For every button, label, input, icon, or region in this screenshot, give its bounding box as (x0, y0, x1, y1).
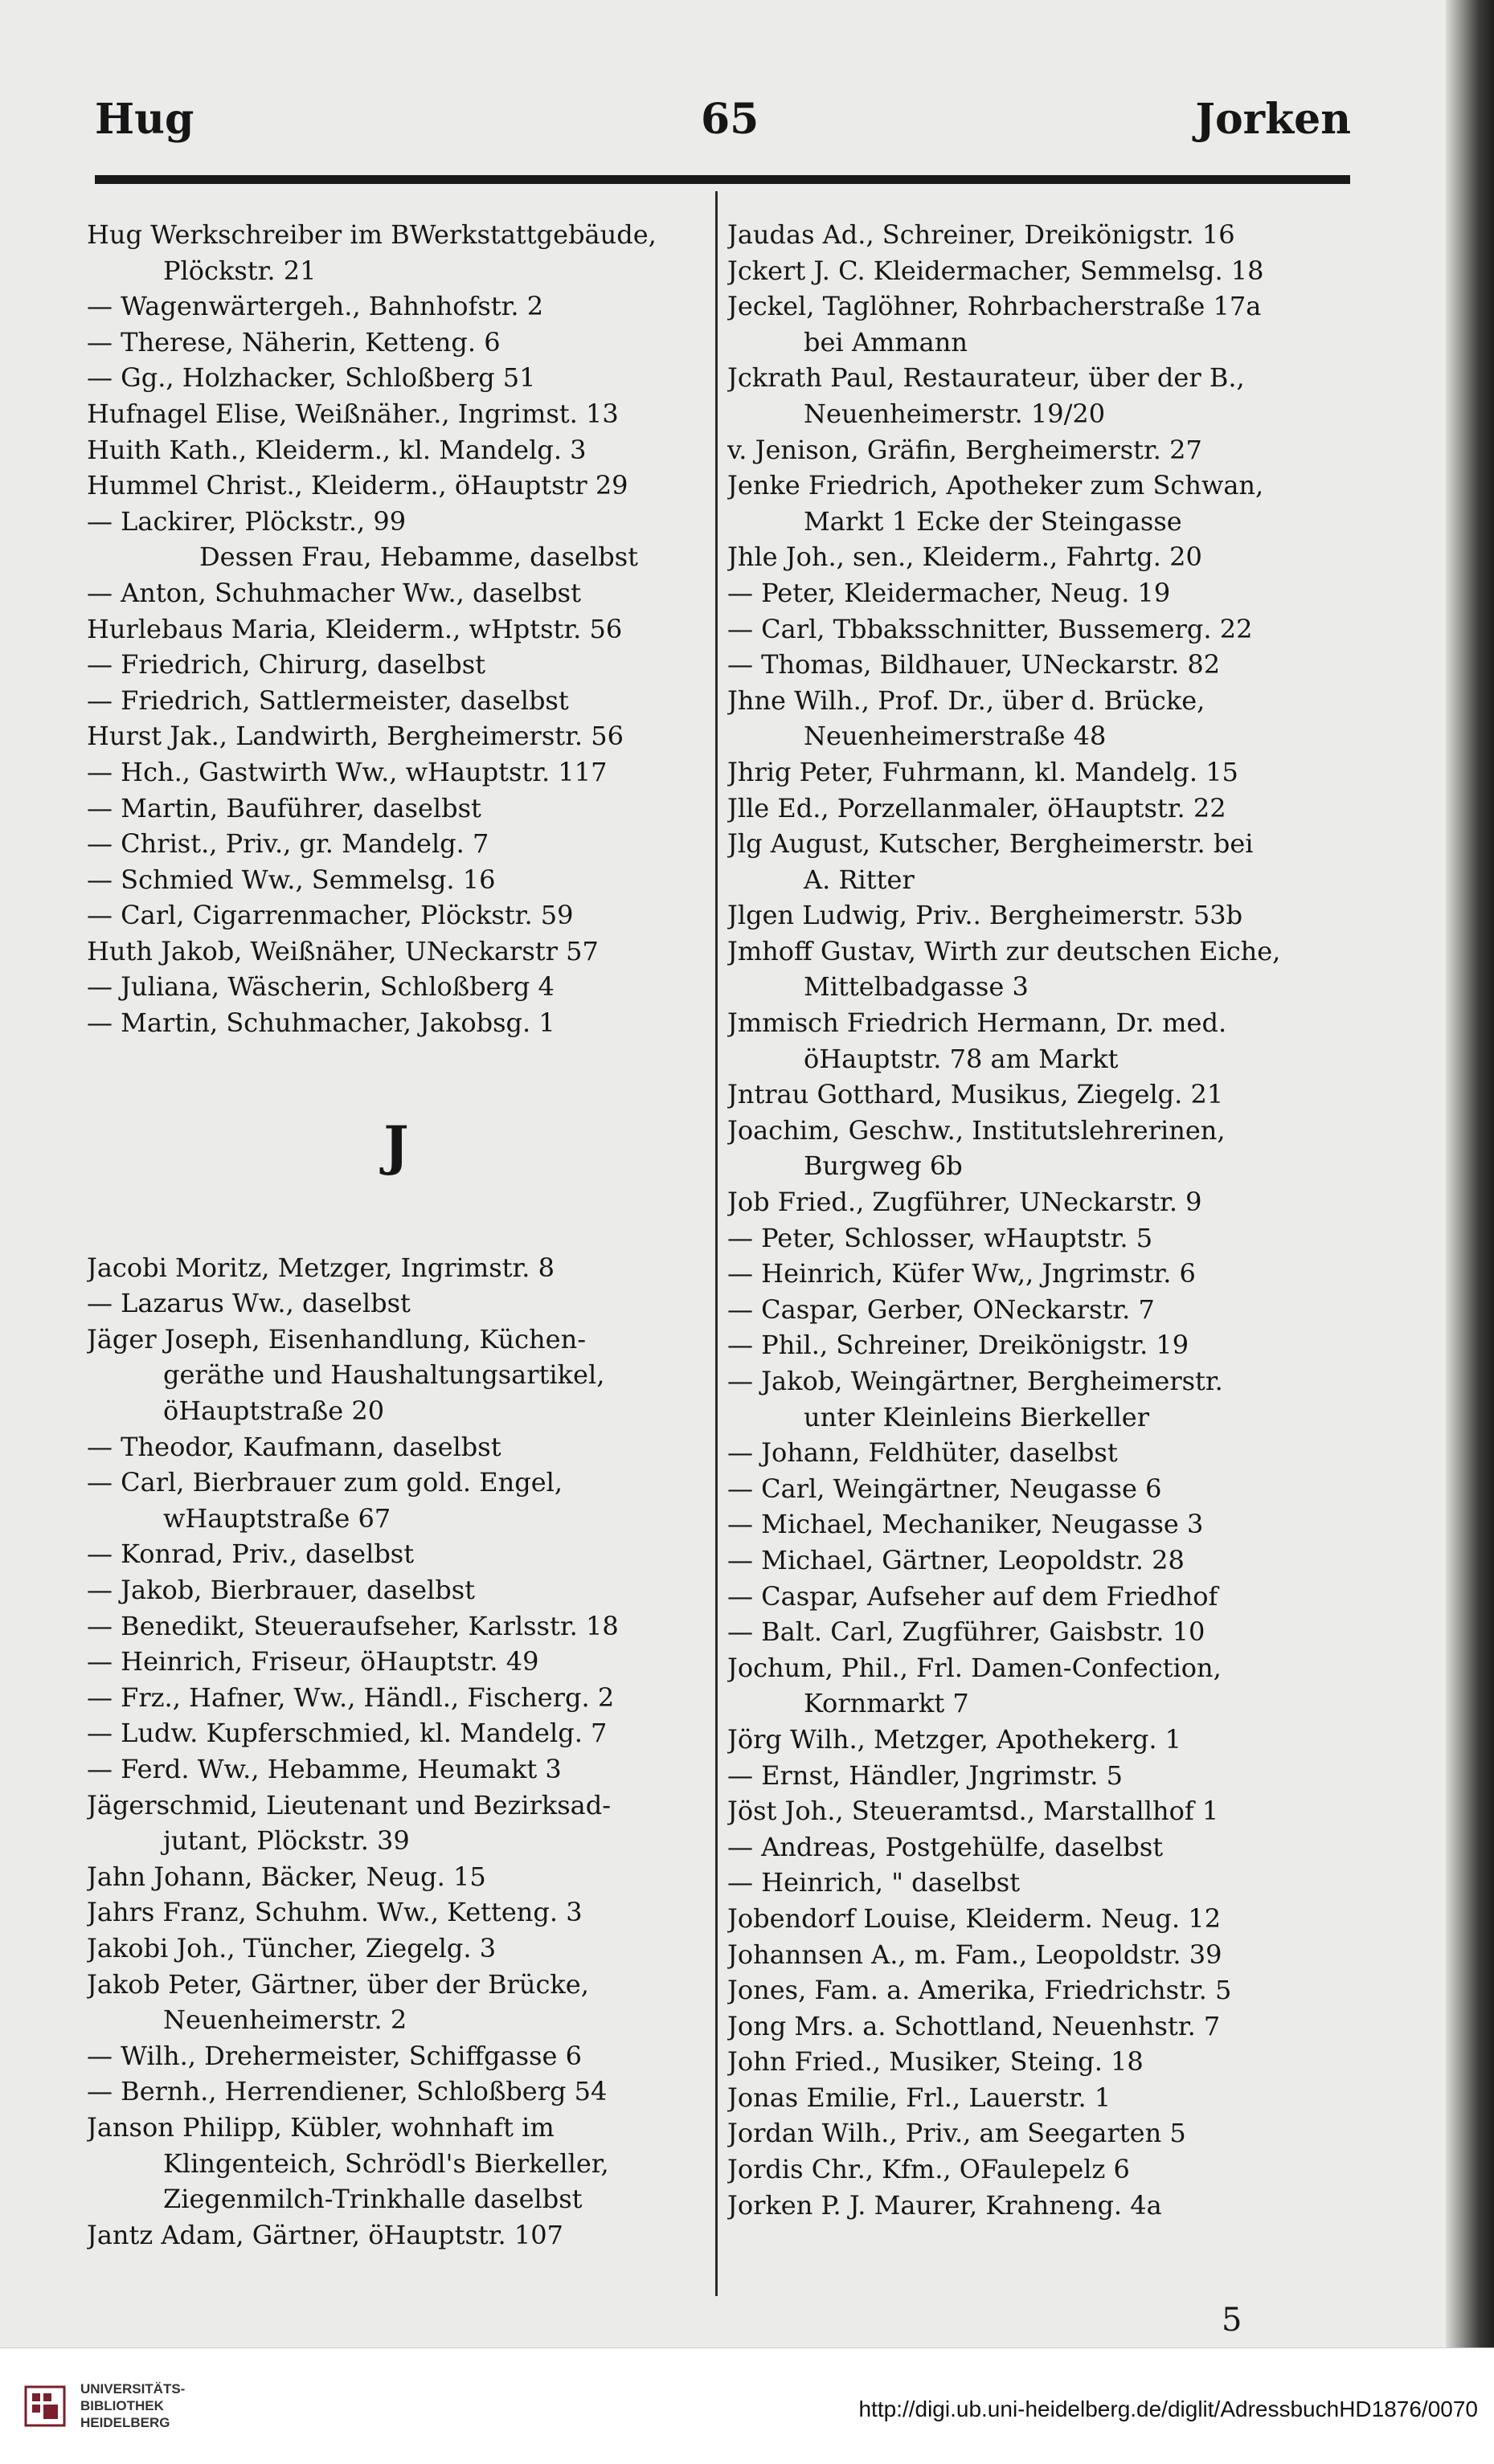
directory-entry: Jantz Adam, Gärtner, öHauptstr. 107 (87, 2219, 563, 2250)
library-logo-icon[interactable] (24, 2385, 66, 2427)
directory-entry: — Wilh., Drehermeister, Schiffgasse 6 (87, 2040, 582, 2071)
directory-entry: — Schmied Ww., Semmelsg. 16 (87, 864, 496, 895)
directory-entry: jutant, Plöckstr. 39 (163, 1825, 410, 1857)
header-last-entry: Jorken (1195, 95, 1351, 144)
directory-entry: Jakobi Joh., Tüncher, Ziegelg. 3 (87, 1932, 497, 1963)
directory-entry: Kornmarkt 7 (804, 1688, 969, 1719)
directory-entry: Jntrau Gotthard, Musikus, Ziegelg. 21 (727, 1079, 1224, 1110)
directory-entry: unter Kleinleins Bierkeller (804, 1401, 1150, 1432)
directory-entry: — Peter, Schlosser, wHauptstr. 5 (727, 1222, 1153, 1253)
directory-entry: — Juliana, Wäscherin, Schloßberg 4 (87, 971, 555, 1003)
directory-entry: wHauptstraße 67 (163, 1502, 391, 1534)
directory-entry: — Andreas, Postgehülfe, daselbst (727, 1831, 1164, 1862)
directory-entry: — Johann, Feldhüter, daselbst (727, 1437, 1118, 1469)
directory-entry: — Martin, Bauführer, daselbst (87, 792, 481, 823)
directory-entry: — Caspar, Aufseher auf dem Friedhof (727, 1580, 1218, 1612)
section-letter: J (383, 1113, 409, 1177)
directory-entry: Markt 1 Ecke der Steingasse (804, 505, 1182, 537)
footer-bar (0, 2348, 1494, 2464)
directory-entry: — Jakob, Weingärtner, Bergheimerstr. (727, 1366, 1223, 1396)
header-first-entry: Hug (95, 95, 194, 144)
directory-entry: Jahn Johann, Bäcker, Neug. 15 (87, 1861, 486, 1892)
directory-entry: Joachim, Geschw., Institutslehrerinen, (727, 1114, 1226, 1146)
directory-entry: — Friedrich, Sattlermeister, daselbst (87, 684, 569, 716)
directory-entry: — Frz., Hafner, Ww., Händl., Fischerg. 2 (87, 1681, 615, 1713)
directory-entry: Hug Werkschreiber im BWerkstattgebäude, (87, 219, 657, 250)
directory-entry: — Anton, Schuhmacher Ww., daselbst (87, 577, 581, 608)
directory-entry: Hufnagel Elise, Weißnäher., Ingrimst. 13 (87, 398, 619, 429)
directory-entry: — Jakob, Bierbrauer, daselbst (87, 1575, 475, 1605)
directory-entry: Jones, Fam. a. Amerika, Friedrichstr. 5 (727, 1975, 1232, 2006)
directory-entry: — Ernst, Händler, Jngrimstr. 5 (727, 1759, 1123, 1791)
directory-entry: Huth Jakob, Weißnäher, UNeckarstr 57 (87, 935, 599, 966)
directory-entry: — Ferd. Ww., Hebamme, Heumakt 3 (87, 1753, 562, 1784)
directory-entry: Neuenheimerstraße 48 (804, 721, 1107, 752)
directory-entry: Hummel Christ., Kleiderm., öHauptstr 29 (87, 470, 628, 501)
library-line: UNIVERSITÄTS- (80, 2381, 186, 2397)
directory-entry: Jobendorf Louise, Kleiderm. Neug. 12 (727, 1902, 1222, 1934)
directory-entry: — Thomas, Bildhauer, UNeckarstr. 82 (727, 649, 1221, 680)
directory-entry: Jlgen Ludwig, Priv.. Bergheimerstr. 53b (727, 900, 1243, 931)
directory-entry: Ziegenmilch-Trinkhalle daselbst (163, 2184, 583, 2215)
directory-entry: Jäger Joseph, Eisenhandlung, Küchen- (87, 1323, 587, 1355)
directory-entry: — Martin, Schuhmacher, Jakobsg. 1 (87, 1007, 555, 1039)
directory-entry: Jahrs Franz, Schuhm. Ww., Ketteng. 3 (87, 1897, 583, 1928)
header-rule (95, 175, 1350, 184)
page-number: 65 (701, 95, 759, 144)
directory-entry: — Gg., Holzhacker, Schloßberg 51 (87, 362, 536, 394)
directory-entry: Jmmisch Friedrich Hermann, Dr. med. (727, 1007, 1227, 1039)
directory-entry: — Bernh., Herrendiener, Schloßberg 54 (87, 2076, 608, 2107)
directory-entry: — Carl, Tbbaksschnitter, Bussemerg. 22 (727, 613, 1253, 644)
directory-entry: Jhle Joh., sen., Kleiderm., Fahrtg. 20 (727, 541, 1202, 573)
directory-entry: — Konrad, Priv., daselbst (87, 1538, 415, 1570)
directory-entry: Neuenheimerstr. 2 (163, 2004, 407, 2036)
directory-entry: — Heinrich, Friseur, öHauptstr. 49 (87, 1646, 539, 1677)
directory-entry: Jägerschmid, Lieutenant und Bezirksad- (87, 1789, 612, 1820)
right-column (727, 217, 1354, 2223)
directory-entry: A. Ritter (804, 864, 915, 895)
directory-entry: v. Jenison, Gräfin, Bergheimerstr. 27 (727, 434, 1202, 465)
directory-entry: — Lackirer, Plöckstr., 99 (87, 505, 407, 537)
directory-entry: Jenke Friedrich, Apotheker zum Schwan, (727, 470, 1264, 501)
directory-entry: — Lazarus Ww., daselbst (87, 1288, 411, 1319)
directory-entry: Mittelbadgasse 3 (804, 971, 1029, 1003)
directory-entry: Jörg Wilh., Metzger, Apothekerg. 1 (727, 1723, 1182, 1755)
directory-entry: Burgweg 6b (804, 1150, 963, 1182)
directory-entry: Jochum, Phil., Frl. Damen-Confection, (727, 1652, 1222, 1683)
directory-entry: Job Fried., Zugführer, UNeckarstr. 9 (727, 1187, 1202, 1218)
directory-entry: Jordan Wilh., Priv., am Seegarten 5 (727, 2118, 1186, 2149)
source-url[interactable]: http://digi.ub.uni-heidelberg.de/diglit/AdressbuchHD1876/0070 (858, 2397, 1478, 2421)
library-line: BIBLIOTHEK (80, 2398, 164, 2413)
directory-entry: Jckert J. C. Kleidermacher, Semmelsg. 18 (727, 255, 1264, 286)
directory-entry: — Michael, Gärtner, Leopoldstr. 28 (727, 1544, 1185, 1575)
directory-entry: Huith Kath., Kleiderm., kl. Mandelg. 3 (87, 434, 587, 465)
directory-entry: öHauptstraße 20 (163, 1395, 385, 1427)
directory-entry: Hurlebaus Maria, Kleiderm., wHptstr. 56 (87, 613, 623, 644)
directory-entry: — Carl, Bierbrauer zum gold. Engel, (87, 1467, 563, 1498)
directory-entry: Jacobi Moritz, Metzger, Ingrimstr. 8 (87, 1252, 555, 1283)
directory-entry: Jong Mrs. a. Schottland, Neuenhstr. 7 (727, 2010, 1221, 2041)
directory-entry: Jhrig Peter, Fuhrmann, kl. Mandelg. 15 (727, 756, 1238, 787)
directory-entry: — Benedikt, Steueraufseher, Karlsstr. 18 (87, 1610, 619, 1641)
directory-entry: — Ludw. Kupferschmied, kl. Mandelg. 7 (87, 1718, 608, 1749)
directory-entry: öHauptstr. 78 am Markt (804, 1043, 1119, 1074)
directory-entry: — Heinrich, " daselbst (727, 1867, 1021, 1898)
directory-entry: Jckrath Paul, Restaurateur, über der B., (727, 362, 1245, 394)
directory-entry: Janson Philipp, Kübler, wohnhaft im (87, 2111, 555, 2143)
directory-entry: — Wagenwärtergeh., Bahnhofstr. 2 (87, 291, 544, 322)
directory-entry: — Christ., Priv., gr. Mandelg. 7 (87, 828, 489, 860)
directory-entry: Klingenteich, Schrödl's Bierkeller, (163, 2147, 609, 2179)
directory-entry: bei Ammann (804, 326, 968, 358)
directory-entry: — Carl, Weingärtner, Neugasse 6 (727, 1473, 1162, 1504)
directory-entry: Hurst Jak., Landwirth, Bergheimerstr. 56 (87, 721, 624, 752)
directory-entry: — Balt. Carl, Zugführer, Gaisbstr. 10 (727, 1616, 1205, 1648)
directory-entry: Neuenheimerstr. 19/20 (804, 398, 1106, 429)
directory-entry: Jonas Emilie, Frl., Lauerstr. 1 (727, 2082, 1111, 2113)
directory-entry: — Heinrich, Küfer Ww,, Jngrimstr. 6 (727, 1258, 1196, 1289)
book-binding-edge (1446, 0, 1494, 2348)
column-divider (715, 191, 718, 2296)
directory-entry: Jmhoff Gustav, Wirth zur deutschen Eiche, (727, 935, 1281, 966)
left-column (87, 217, 706, 2253)
directory-entry: Jorken P. J. Maurer, Krahneng. 4a (727, 2189, 1162, 2221)
directory-entry: — Phil., Schreiner, Dreikönigstr. 19 (727, 1330, 1189, 1361)
directory-entry: — Hch., Gastwirth Ww., wHauptstr. 117 (87, 756, 608, 787)
directory-entry: Jaudas Ad., Schreiner, Dreikönigstr. 16 (727, 219, 1235, 250)
directory-entry: Plöckstr. 21 (163, 255, 317, 286)
directory-entry: — Friedrich, Chirurg, daselbst (87, 649, 486, 680)
directory-entry: geräthe und Haushaltungsartikel, (163, 1359, 605, 1391)
directory-entry: Jlg August, Kutscher, Bergheimerstr. bei (727, 828, 1254, 860)
directory-entry: Johannsen A., m. Fam., Leopoldstr. 39 (727, 1939, 1222, 1970)
directory-entry: Jlle Ed., Porzellanmaler, öHauptstr. 22 (727, 792, 1226, 823)
directory-entry: — Therese, Näherin, Ketteng. 6 (87, 326, 501, 358)
directory-entry: — Peter, Kleidermacher, Neug. 19 (727, 577, 1171, 608)
directory-entry: — Carl, Cigarrenmacher, Plöckstr. 59 (87, 900, 574, 931)
directory-entry: Dessen Frau, Hebamme, daselbst (199, 541, 638, 573)
directory-entry: Jeckel, Taglöhner, Rohrbacherstraße 17a (727, 291, 1262, 322)
directory-entry: — Michael, Mechaniker, Neugasse 3 (727, 1509, 1204, 1540)
directory-entry: Jakob Peter, Gärtner, über der Brücke, (87, 1968, 589, 2000)
directory-entry: — Theodor, Kaufmann, daselbst (87, 1431, 501, 1462)
directory-entry: Jordis Chr., Kfm., OFaulepelz 6 (727, 2154, 1130, 2185)
library-line: HEIDELBERG (80, 2415, 170, 2430)
directory-entry: Jöst Joh., Steueramtsd., Marstallhof 1 (727, 1796, 1219, 1827)
directory-entry: — Caspar, Gerber, ONeckarstr. 7 (727, 1293, 1155, 1325)
directory-entry: John Fried., Musiker, Steing. 18 (727, 2046, 1144, 2078)
library-name (80, 2380, 185, 2431)
directory-entry: Jhne Wilh., Prof. Dr., über d. Brücke, (727, 684, 1205, 716)
page-signature: 5 (1222, 2302, 1242, 2339)
